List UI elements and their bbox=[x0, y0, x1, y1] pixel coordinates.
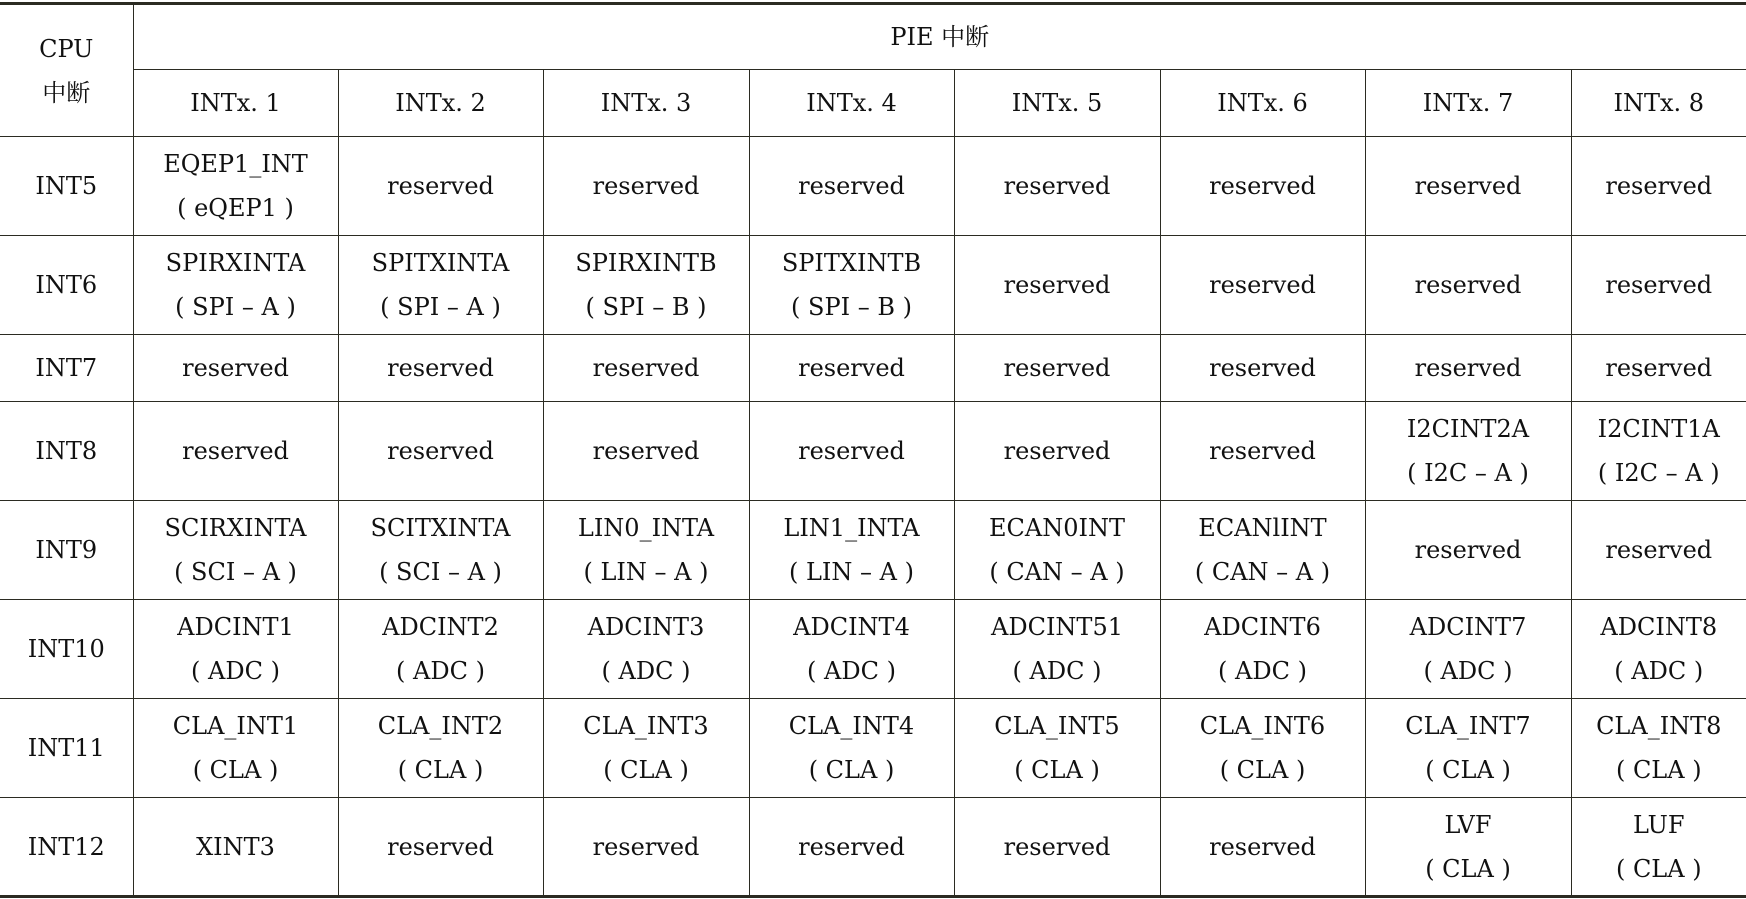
interrupt-cell bbox=[954, 137, 1160, 236]
interrupt-name: reserved bbox=[798, 354, 905, 382]
interrupt-name: reserved bbox=[1414, 172, 1522, 200]
table-row bbox=[0, 699, 1746, 798]
interrupt-cell bbox=[1571, 501, 1746, 600]
interrupt-name: reserved bbox=[1209, 437, 1316, 465]
interrupt-source: ( CLA ) bbox=[1219, 756, 1306, 784]
interrupt-name: reserved bbox=[1003, 832, 1111, 861]
interrupt-name: ADCINT1 bbox=[177, 613, 294, 641]
interrupt-cell bbox=[1160, 137, 1365, 236]
interrupt-name: EQEP1_INT bbox=[163, 150, 308, 178]
interrupt-source: ( SPI – B ) bbox=[585, 293, 707, 321]
interrupt-name: CLA_INT2 bbox=[377, 712, 504, 740]
interrupt-name: reserved bbox=[1003, 271, 1111, 299]
column-header: INTx. 7 bbox=[1365, 70, 1571, 137]
interrupt-cell bbox=[749, 600, 954, 699]
interrupt-cell bbox=[954, 335, 1160, 402]
interrupt-name: reserved bbox=[798, 172, 905, 200]
interrupt-cell bbox=[1571, 798, 1746, 897]
interrupt-cell bbox=[543, 335, 749, 402]
interrupt-name: reserved bbox=[798, 437, 905, 465]
interrupt-source: ( ADC ) bbox=[396, 657, 485, 685]
cpu-interrupt-cell: INT11 bbox=[0, 699, 133, 798]
interrupt-source: ( SCI – A ) bbox=[379, 558, 502, 586]
interrupt-cell bbox=[133, 402, 338, 501]
interrupt-name: ADCINT8 bbox=[1600, 613, 1718, 641]
column-header: INTx. 8 bbox=[1571, 70, 1746, 137]
interrupt-cell bbox=[1160, 501, 1365, 600]
interrupt-name: ADCINT6 bbox=[1204, 613, 1321, 641]
interrupt-cell bbox=[749, 335, 954, 402]
interrupt-source: ( ADC ) bbox=[1218, 657, 1307, 685]
interrupt-cell bbox=[954, 699, 1160, 798]
interrupt-name: reserved bbox=[1003, 172, 1111, 200]
interrupt-name: reserved bbox=[1003, 437, 1111, 465]
interrupt-name: CLA_INT1 bbox=[172, 712, 299, 740]
interrupt-source: ( CLA ) bbox=[1014, 756, 1100, 784]
interrupt-name: reserved bbox=[387, 832, 494, 861]
interrupt-cell bbox=[543, 137, 749, 236]
interrupt-name: CLA_INT3 bbox=[583, 712, 709, 740]
interrupt-cell bbox=[338, 137, 543, 236]
interrupt-source: ( ADC ) bbox=[1012, 657, 1102, 685]
interrupt-cell bbox=[749, 699, 954, 798]
interrupt-name: reserved bbox=[1605, 271, 1713, 299]
interrupt-source: ( ADC ) bbox=[1423, 657, 1513, 685]
cpu-header-line2: 中断 bbox=[42, 78, 91, 107]
interrupt-cell bbox=[543, 600, 749, 699]
interrupt-name: SCITXINTA bbox=[370, 514, 511, 542]
pie-interrupt-table bbox=[0, 2, 1746, 898]
interrupt-name: I2CINT2A bbox=[1406, 415, 1530, 443]
interrupt-cell bbox=[1160, 402, 1365, 501]
interrupt-name: reserved bbox=[1209, 832, 1316, 861]
interrupt-cell bbox=[1365, 600, 1571, 699]
interrupt-name: reserved bbox=[1414, 354, 1522, 382]
interrupt-name: LUF bbox=[1633, 810, 1685, 839]
interrupt-cell bbox=[749, 137, 954, 236]
interrupt-name: ADCINT51 bbox=[991, 613, 1123, 641]
interrupt-cell bbox=[1365, 402, 1571, 501]
interrupt-source: ( I2C – A ) bbox=[1407, 459, 1529, 487]
table-row bbox=[0, 600, 1746, 699]
interrupt-cell bbox=[1365, 335, 1571, 402]
interrupt-cell bbox=[1571, 236, 1746, 335]
interrupt-name: reserved bbox=[798, 832, 905, 861]
interrupt-cell bbox=[1365, 798, 1571, 897]
interrupt-cell bbox=[543, 402, 749, 501]
interrupt-cell bbox=[1365, 501, 1571, 600]
interrupt-source: ( CLA ) bbox=[192, 756, 279, 784]
cpu-interrupt-cell: INT6 bbox=[0, 236, 133, 335]
interrupt-cell bbox=[543, 501, 749, 600]
interrupt-name: reserved bbox=[1605, 354, 1713, 382]
interrupt-source: ( I2C – A ) bbox=[1597, 459, 1720, 487]
table-row bbox=[0, 335, 1746, 402]
interrupt-name: reserved bbox=[1003, 354, 1111, 382]
interrupt-cell bbox=[1160, 798, 1365, 897]
interrupt-cell bbox=[1365, 137, 1571, 236]
interrupt-name: reserved bbox=[387, 354, 494, 382]
interrupt-cell bbox=[1160, 600, 1365, 699]
interrupt-cell bbox=[338, 798, 543, 897]
interrupt-name: LVF bbox=[1444, 810, 1492, 839]
interrupt-name: SPIRXINTB bbox=[575, 249, 717, 277]
interrupt-cell bbox=[338, 335, 543, 402]
column-header: INTx. 6 bbox=[1160, 70, 1365, 137]
interrupt-cell bbox=[1571, 137, 1746, 236]
interrupt-cell bbox=[1365, 699, 1571, 798]
interrupt-cell bbox=[543, 699, 749, 798]
interrupt-cell bbox=[749, 402, 954, 501]
interrupt-name: ECAN0INT bbox=[989, 514, 1125, 542]
cpu-interrupt-cell: INT5 bbox=[0, 137, 133, 236]
interrupt-source: ( ADC ) bbox=[1614, 657, 1704, 685]
table-body bbox=[0, 4, 1746, 897]
interrupt-name: ADCINT4 bbox=[793, 613, 910, 641]
interrupt-name: reserved bbox=[592, 832, 700, 861]
interrupt-cell bbox=[338, 600, 543, 699]
interrupt-cell bbox=[338, 402, 543, 501]
table-row bbox=[0, 402, 1746, 501]
interrupt-cell bbox=[954, 402, 1160, 501]
cpu-interrupt-cell: INT12 bbox=[0, 798, 133, 897]
interrupt-source: ( ADC ) bbox=[191, 657, 280, 685]
interrupt-name: CLA_INT7 bbox=[1405, 712, 1531, 740]
interrupt-source: ( CAN – A ) bbox=[989, 558, 1125, 586]
interrupt-cell bbox=[133, 699, 338, 798]
interrupt-cell bbox=[133, 137, 338, 236]
interrupt-source: ( CLA ) bbox=[1425, 756, 1511, 784]
interrupt-name: reserved bbox=[1209, 354, 1316, 382]
interrupt-name: reserved bbox=[1209, 271, 1316, 299]
interrupt-name: reserved bbox=[592, 354, 700, 382]
cpu-interrupt-cell: INT8 bbox=[0, 402, 133, 501]
interrupt-cell bbox=[543, 236, 749, 335]
interrupt-name: ADCINT3 bbox=[587, 613, 705, 641]
interrupt-name: reserved bbox=[182, 354, 289, 382]
pie-interrupt-header: PIE 中断 bbox=[133, 4, 1746, 70]
interrupt-source: ( CLA ) bbox=[1615, 756, 1702, 784]
interrupt-name: SPIRXINTA bbox=[165, 249, 306, 277]
interrupt-cell bbox=[1160, 236, 1365, 335]
interrupt-name: I2CINT1A bbox=[1597, 415, 1720, 443]
interrupt-source: ( SPI – B ) bbox=[791, 293, 912, 321]
column-header: INTx. 4 bbox=[749, 70, 954, 137]
interrupt-cell bbox=[749, 798, 954, 897]
interrupt-source: ( ADC ) bbox=[601, 657, 691, 685]
column-header: INTx. 5 bbox=[954, 70, 1160, 137]
interrupt-cell bbox=[954, 501, 1160, 600]
interrupt-cell bbox=[954, 798, 1160, 897]
interrupt-name: SCIRXINTA bbox=[164, 514, 307, 542]
interrupt-cell bbox=[338, 501, 543, 600]
interrupt-name: CLA_INT4 bbox=[788, 712, 915, 740]
interrupt-name: LIN1_INTA bbox=[783, 514, 920, 542]
interrupt-name: reserved bbox=[387, 437, 494, 465]
header-row-top bbox=[0, 4, 1746, 70]
column-header: INTx. 3 bbox=[543, 70, 749, 137]
interrupt-name: CLA_INT5 bbox=[994, 712, 1120, 740]
interrupt-name: reserved bbox=[182, 437, 289, 465]
interrupt-name: reserved bbox=[592, 172, 700, 200]
interrupt-name: ADCINT2 bbox=[382, 613, 499, 641]
interrupt-cell bbox=[1571, 600, 1746, 699]
interrupt-cell bbox=[1571, 402, 1746, 501]
interrupt-name: reserved bbox=[387, 172, 494, 200]
interrupt-source: ( CLA ) bbox=[1615, 854, 1702, 883]
interrupt-source: ( CLA ) bbox=[603, 756, 689, 784]
table-row bbox=[0, 137, 1746, 236]
interrupt-source: ( SPI – A ) bbox=[380, 293, 501, 321]
interrupt-name: SPITXINTA bbox=[371, 249, 510, 277]
interrupt-source: ( CAN – A ) bbox=[1194, 558, 1331, 586]
cpu-interrupt-cell: INT9 bbox=[0, 501, 133, 600]
interrupt-cell bbox=[954, 600, 1160, 699]
interrupt-source: ( SPI – A ) bbox=[175, 293, 296, 321]
interrupt-name: CLA_INT8 bbox=[1596, 712, 1722, 740]
interrupt-source: ( CLA ) bbox=[1425, 854, 1511, 883]
interrupt-name: ECANlINT bbox=[1198, 514, 1327, 542]
interrupt-name: reserved bbox=[1414, 271, 1522, 299]
interrupt-name: reserved bbox=[1605, 172, 1713, 200]
interrupt-name: ADCINT7 bbox=[1409, 613, 1527, 641]
interrupt-cell bbox=[749, 236, 954, 335]
interrupt-source: ( LIN – A ) bbox=[789, 558, 914, 586]
interrupt-cell bbox=[133, 501, 338, 600]
cpu-interrupt-cell: INT7 bbox=[0, 335, 133, 402]
cpu-interrupt-header bbox=[0, 4, 133, 137]
interrupt-name: LIN0_INTA bbox=[577, 514, 715, 542]
interrupt-cell bbox=[133, 236, 338, 335]
interrupt-cell bbox=[1571, 699, 1746, 798]
interrupt-cell bbox=[1160, 699, 1365, 798]
interrupt-source: ( SCI – A ) bbox=[174, 558, 297, 586]
interrupt-name: XINT3 bbox=[196, 832, 275, 861]
interrupt-source: ( eQEP1 ) bbox=[177, 194, 294, 222]
cpu-header-line1: CPU bbox=[39, 34, 94, 63]
interrupt-cell bbox=[954, 236, 1160, 335]
interrupt-name: CLA_INT6 bbox=[1199, 712, 1326, 740]
column-header: INTx. 2 bbox=[338, 70, 543, 137]
table-row bbox=[0, 798, 1746, 897]
interrupt-cell bbox=[133, 798, 338, 897]
interrupt-name: SPITXINTB bbox=[781, 249, 922, 277]
interrupt-cell bbox=[133, 600, 338, 699]
column-header: INTx. 1 bbox=[133, 70, 338, 137]
interrupt-cell bbox=[1571, 335, 1746, 402]
table-row bbox=[0, 501, 1746, 600]
header-row-columns bbox=[0, 70, 1746, 137]
cpu-interrupt-cell: INT10 bbox=[0, 600, 133, 699]
interrupt-cell bbox=[338, 699, 543, 798]
interrupt-source: ( LIN – A ) bbox=[583, 558, 709, 586]
interrupt-cell bbox=[749, 501, 954, 600]
interrupt-name: reserved bbox=[1414, 536, 1522, 564]
interrupt-name: reserved bbox=[592, 437, 700, 465]
interrupt-name: reserved bbox=[1605, 536, 1713, 564]
interrupt-cell bbox=[1160, 335, 1365, 402]
interrupt-cell bbox=[133, 335, 338, 402]
interrupt-source: ( CLA ) bbox=[397, 756, 484, 784]
interrupt-name: reserved bbox=[1209, 172, 1316, 200]
interrupt-source: ( CLA ) bbox=[808, 756, 895, 784]
interrupt-cell bbox=[338, 236, 543, 335]
interrupt-cell bbox=[1365, 236, 1571, 335]
table-row bbox=[0, 236, 1746, 335]
interrupt-source: ( ADC ) bbox=[807, 657, 896, 685]
interrupt-cell bbox=[543, 798, 749, 897]
